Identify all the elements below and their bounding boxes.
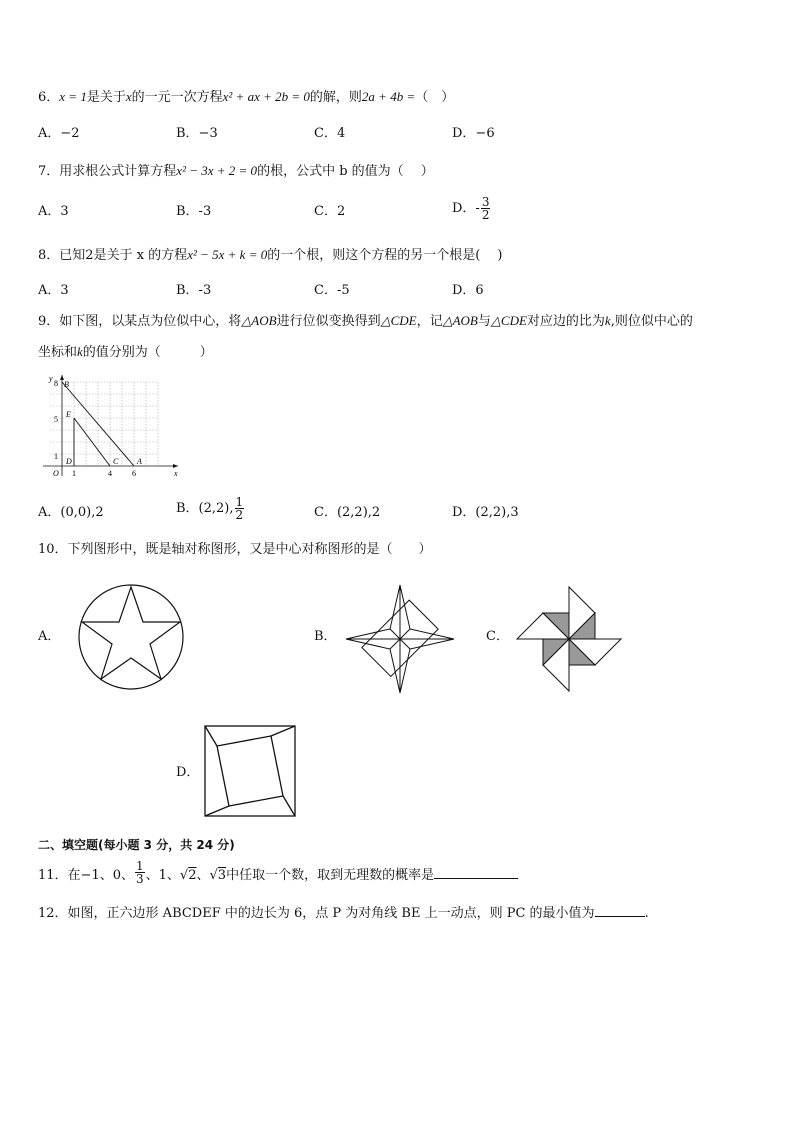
sqrt-icon: √	[209, 868, 218, 883]
q9-option-b	[176, 496, 245, 521]
circle-star-figure	[77, 583, 187, 693]
question-8	[38, 246, 503, 265]
question-12	[38, 905, 649, 923]
q6-number: 6．	[38, 90, 60, 105]
q7-text-a: 用求根公式计算方程	[59, 164, 177, 179]
q9-triangle-aob-2: △AOB	[442, 313, 478, 328]
point-d-label: D	[66, 457, 72, 466]
q6-var-x: x	[125, 89, 132, 104]
q11-sep-1: 、1、	[145, 868, 180, 883]
q9-text-b: 进行位似变换得到	[276, 314, 381, 329]
q7-equation: x² − 3x + 2 = 0	[176, 163, 258, 178]
q6-expr: 2a + 4b =	[361, 89, 416, 104]
q9-text-c: ，记	[416, 314, 443, 329]
q11-frac-den: 3	[135, 872, 144, 886]
q11-frac-num: 1	[135, 859, 144, 873]
x-axis-arrow	[173, 464, 178, 468]
q9-text-a: 如下图，以某点为位似中心，将	[59, 314, 242, 329]
q11-text-a: 在−1、0、	[67, 868, 134, 883]
q9-text-e: 对应边的比为	[526, 314, 605, 329]
q6-equation: x² + ax + 2b = 0	[222, 89, 310, 104]
eight-point-star-figure	[344, 583, 456, 695]
q9-number: 9．	[38, 314, 60, 329]
q7-option-d-label: D．-	[452, 201, 480, 216]
origin-label: O	[53, 469, 59, 478]
q8-number: 8．	[38, 248, 60, 263]
q8-text-a: 已知	[59, 248, 86, 263]
question-9-line-2	[38, 343, 213, 362]
question-6	[38, 88, 454, 107]
x-tick-6: 6	[132, 469, 136, 478]
question-11	[38, 859, 518, 886]
q10-option-d-label: D．	[176, 765, 200, 780]
q9-triangle-cde: △CDE	[380, 313, 417, 328]
q6-option-d: D．−6	[452, 126, 495, 141]
q9-coordinate-graph	[38, 372, 188, 482]
graph-x-label: x	[174, 469, 178, 478]
q12-number: 12．	[38, 906, 68, 921]
grid-lines	[50, 382, 158, 466]
q9-option-d: D．(2,2),3	[452, 505, 519, 520]
x-tick-4: 4	[108, 469, 112, 478]
q8-option-c: C．-5	[314, 283, 350, 298]
q10-option-a-label: A．	[38, 629, 61, 644]
point-c-label: C	[113, 457, 119, 466]
q10-option-c-label: C．	[486, 629, 509, 644]
q9-b-frac-num: 1	[235, 495, 244, 509]
q8-option-b: B．-3	[176, 283, 212, 298]
q12-answer-blank[interactable]	[595, 916, 645, 917]
q9-triangle-cde-2: △CDE	[490, 313, 527, 328]
q7-d-frac-den: 2	[481, 208, 490, 222]
q9-b-frac-den: 2	[235, 508, 244, 522]
q9-text-d: 与	[477, 314, 491, 329]
q6-option-c: C．4	[314, 126, 346, 141]
q6-x-eq-1: x = 1	[59, 89, 87, 104]
y-tick-8: 8	[54, 379, 58, 388]
q8-option-a: A．3	[38, 283, 69, 298]
q9-k: k	[604, 313, 611, 328]
section-2-title: 二、填空题(每小题 3 分，共 24 分)	[38, 838, 235, 852]
question-10	[38, 541, 432, 559]
q8-text-b: 是关于 x 的方程	[93, 248, 188, 263]
q12-end: .	[644, 906, 649, 921]
square-in-square-figure	[203, 724, 297, 818]
q7-d-frac-num: 3	[481, 195, 490, 209]
y-tick-1: 1	[54, 452, 58, 461]
q9-option-c: C．(2,2),2	[314, 505, 381, 520]
y-tick-5: 5	[54, 415, 58, 424]
q7-option-a: A．3	[38, 204, 69, 219]
q9-triangle-aob: △AOB	[241, 313, 277, 328]
point-a-label: A	[137, 457, 142, 466]
q12-text: 如图，正六边形 ABCDEF 中的边长为 6，点 P 为对角线 BE 上一动点，则 PC 的最小值为	[67, 906, 595, 921]
q9-option-b-label: B．(2,2),	[176, 501, 234, 516]
graph-y-label: y	[49, 374, 53, 383]
q9-option-b-fraction	[235, 496, 245, 521]
q6-option-b: B．−3	[176, 126, 218, 141]
point-e-label: E	[66, 410, 71, 419]
q10-text: 下列图形中，既是轴对称图形，又是中心对称图形的是（ ）	[67, 542, 432, 557]
q6-option-a: A．−2	[38, 126, 80, 141]
q11-fraction	[135, 860, 145, 885]
q6-text-a: 是关于	[86, 90, 126, 105]
q6-text-b: 的一元一次方程	[131, 90, 223, 105]
question-7	[38, 162, 434, 181]
q9-text-f: ,则位似中心的	[610, 314, 693, 329]
q8-text-c: 的一个根，则这个方程的另一个根是( )	[267, 248, 503, 263]
q11-text-b: 中任取一个数，取到无理数的概率是	[226, 868, 435, 883]
q11-number: 11．	[38, 868, 68, 883]
q7-text-b: 的根，公式中 b 的值为（ ）	[257, 164, 434, 179]
pinwheel-figure	[513, 583, 625, 695]
q10-option-b-label: B．	[314, 629, 337, 644]
q8-two: 2	[85, 248, 94, 263]
q7-option-d	[452, 196, 491, 221]
q9-k-2: k	[77, 344, 83, 359]
q11-sqrt-2: 2	[188, 868, 197, 883]
q8-option-d: D．6	[452, 283, 484, 298]
question-9-line-1	[38, 312, 693, 331]
q11-sqrt-3: 3	[217, 868, 227, 883]
q9-text-h: 的值分别为（ ）	[82, 345, 213, 360]
q7-option-c: C．2	[314, 204, 346, 219]
q11-answer-blank[interactable]	[434, 878, 518, 879]
q7-option-d-fraction	[481, 196, 491, 221]
q8-equation: x² − 5x + k = 0	[187, 247, 268, 262]
point-b-label: B	[64, 380, 69, 389]
sqrt-icon: √	[179, 868, 189, 883]
q11-sep-2: 、	[196, 868, 210, 883]
q9-text-g: 坐标和	[38, 345, 78, 360]
q10-number: 10．	[38, 542, 68, 557]
q6-text-d: （ ）	[415, 90, 455, 105]
q7-number: 7．	[38, 164, 60, 179]
q7-option-b: B．-3	[176, 204, 212, 219]
x-tick-1: 1	[72, 469, 76, 478]
q9-option-a: A．(0,0),2	[38, 505, 104, 520]
q6-text-c: 的解，则	[309, 90, 362, 105]
